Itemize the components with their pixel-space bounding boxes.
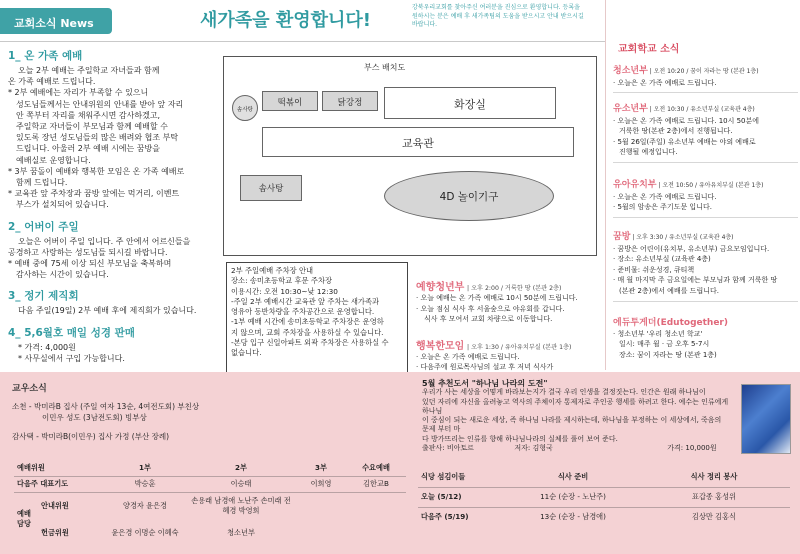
news-body-2: 오늘은 어버이 주일 입니다. 주 안에서 어르신들을 공경하고 사랑하는 성도님들 되시길 바랍니다. * 예배 중에 75세 이상 되신 부모님을 축복하며 감사하는 시간이 있습니다. <box>8 236 191 280</box>
news-body-1: 오늘 2부 예배는 주일학교 자녀들과 함께 온 가족 예배로 드립니다. * 2부 예배에는 자리가 부족할 수 있으니 성도님들께서는 안내위원의 안내를 받아 앞 자리 안 쪽부터 자리를 채워주시면 감사하겠고, 주일학교 자녀들이 부모님과 함께 예배할 수 있도록 장년 성도님들의 많은 배려와 협조 부탁 드립니다. 아울러 2부 예배 시에는 꿈방을 예배실로 운영합니다. * 3부 꿈돌이 예배와 행복한 모임은 온 가족 예배로 함께 드립니다. * 교육관 앞 주차장과 꿈방 앞에는 먹거리, 이벤트 부스가 설치되어 있습니다. <box>8 66 185 210</box>
church-school-news <box>605 0 800 370</box>
table-row: 다음주 (5/19) 13순 (순장 - 남경애) 김상만 김홍식 <box>421 512 736 522</box>
news-body-4: * 가격: 4,000원 * 사무실에서 구입 가능합니다. <box>18 342 125 363</box>
parking-notice: 2부 주일예배 주차장 안내 장소: 송미초등학교 후문 주차장 이용시간: 오전 10:30~낮 12:30 -주일 2부 예배시간 교육관 앞 주차는 새가족과 영유아 동반차량을 주차공간으로 운영합니다. -1부 예배 시간에 송미초등학교 주차장은 운영하 지 않으며, 교회 주차장을 사용하실 수 있습니다. -본당 입구 신일아파트 외곽 주차장은 사용하실 수 없습니다. <box>226 262 408 384</box>
table-row: 오늘 (5/12) 11순 (순장 - 노난주) 표갑종 홍성위 <box>418 487 790 507</box>
booth-cotton-candy: 솜사탕 <box>240 175 302 201</box>
service-table <box>14 460 406 546</box>
book-recommendation: 5월 추천도서 "하나님 나라의 도전" 우리가 사는 세상을 어떻게 바라보는지가 결국 우리 인생을 결정짓는다. 인간은 원래 하나님이 있던 자리에 자신을 올려놓고 역사의 주체이자 통제자로 주인공 행세를 하려고 한다. 예수는 인류에게 하나님 이 중심이 되는 새로운 세상, 즉 하나님 나라를 제시하는데, 하나님을 부정하는 이 세상에서, 죽음의 문제 부터 마 다 방가뜨리는 인류를 향해 하나님나라의 실체를 풀어 보여 준다. 출판사: 비아토르 저자: 김형국 가격: 10,000원 <box>422 379 729 453</box>
happy-section: 행복한모임 | 오후 1:30 / 유아유치부실 (본관 1층) <box>416 340 572 352</box>
table-row: 예배위원 1부 2부 3부 수요예배 <box>14 460 406 476</box>
table-row: 헌금위원 윤은경 이명순 이혜숙 청소년부 <box>41 528 255 537</box>
church-news <box>8 48 213 364</box>
table-row: 식당 섬김이들 식사 준비 식사 정리 봉사 <box>418 467 790 487</box>
member-news: 교우소식 소천 - 박미라B 집사 (주일 여자 13순, 4여전도회) 부친상 이민우 성도 (3남전도회) 빙부상 감사택 - 박미라B(이민우) 집사 가정 (부산 장례) <box>12 384 200 441</box>
news-title-3: 3_ 정기 제직회 <box>8 290 79 303</box>
welcome-note: 강북우리교회를 찾아주신 여러분을 진심으로 환영합니다. 등록을 원하시는 분은 예배 후 새가족팀의 도움을 받으시고 안내 받으시길 바랍니다. <box>412 4 584 28</box>
welcome-title: 새가족을 환영합니다! <box>200 10 371 31</box>
school-kindergarten: 유아유치부 | 오전 10:50 / 유아유치부실 (본관 1층) · 오늘은 온 가족 예배로 드립니다. · 5월의 암송은 주기도문 입니다. <box>613 180 798 218</box>
book-cover-image <box>741 384 791 454</box>
booth-tteokbokki: 떡볶이 <box>262 91 318 111</box>
school-juniors: 유소년부 | 오전 10:30 / 유소년부실 (교육관 4층) · 오늘은 온 가족 예배로 드립니다. 10시 50분에 거룩한 땅(본관 2층)에서 진행됩니다. · 5월 26일(주일) 유소년부 예배는 야외 예배로 진행될 예정입니다. <box>613 104 798 163</box>
school-youth: 청소년부 | 오전 10:20 / 꿈이 자라는 땅 (본관 1층) · 오늘은 온 가족 예배로 드립니다. <box>613 66 798 93</box>
table-row: 예배 담당 안내위원 양경자 윤은경 손용래 남경애 노난주 손미래 전혜경 박영희 <box>17 496 291 529</box>
restroom: 화장실 <box>384 87 556 119</box>
bottom-panel <box>0 372 800 554</box>
booth-map <box>223 56 597 256</box>
news-tab: 교회소식 News <box>0 8 112 34</box>
youth-section: 예향청년부 | 오후 2:00 / 거룩한 땅 (본관 2층) <box>416 282 562 293</box>
meal-table <box>418 467 790 527</box>
school-title: 교회학교 소식 <box>618 44 680 55</box>
school-edutogether: 에듀투게더(Edutogether) · 청소년부 '우리 청소년 학교' 일시: 매주 월 · 금 오후 5-7시 장소: 꿈이 자라는 땅 (본관 1층) <box>613 318 728 359</box>
school-dream-room: 꿈방 | 오후 3:30 / 유소년부실 (교육관 4층) · 꿈방은 어린이(유치부, 유소년부) 금요모임입니다. · 장소: 유소년부실 (교육관 4층) · 준비물: 쉬운성경, 큐티책 · 매 월 마지막 주 금요일에는 부모님과 함께 거룩한 땅 (본관 2층)에서 예배를 드립니다. <box>613 232 798 302</box>
news-title-4: 4_ 5,6월호 매일 성경 판매 <box>8 326 135 339</box>
booth-dakgangjeong: 닭강정 <box>322 91 378 111</box>
news-body-3: 다음 주일(19일) 2부 예배 후에 제직회가 있습니다. <box>18 306 197 316</box>
youth-news: 예향청년부 | 오후 2:00 / 거룩한 땅 (본관 2층) · 오늘 예배는 온 가족 예배로 10시 50분에 드립니다. · 오늘 점심 식사 후 서울숲으로 야유회를 갑니다. 식사 후 모여서 교회 차량으로 이동합니다. 행복한모임 | 오후 1:30 / 유아유치부실 (본관 1층) · 오늘은 온 가족 예배로 드립니다. · 다음주에 원로목사님의 설교 후 저녁 식사가 <box>416 278 602 383</box>
map-circle: 솜사탕 <box>232 95 258 121</box>
news-title-1: 1_ 온 가족 예배 <box>8 50 83 62</box>
booth-4d-ride: 4D 놀이기구 <box>384 171 554 221</box>
map-title: 부스 배치도 <box>364 63 406 72</box>
table-row: 다음주 대표기도 박승훈 이승태 이희영 김한교B <box>14 476 406 492</box>
education-hall: 교육관 <box>262 127 574 157</box>
news-title-2: 2_ 어버이 주일 <box>8 220 79 233</box>
